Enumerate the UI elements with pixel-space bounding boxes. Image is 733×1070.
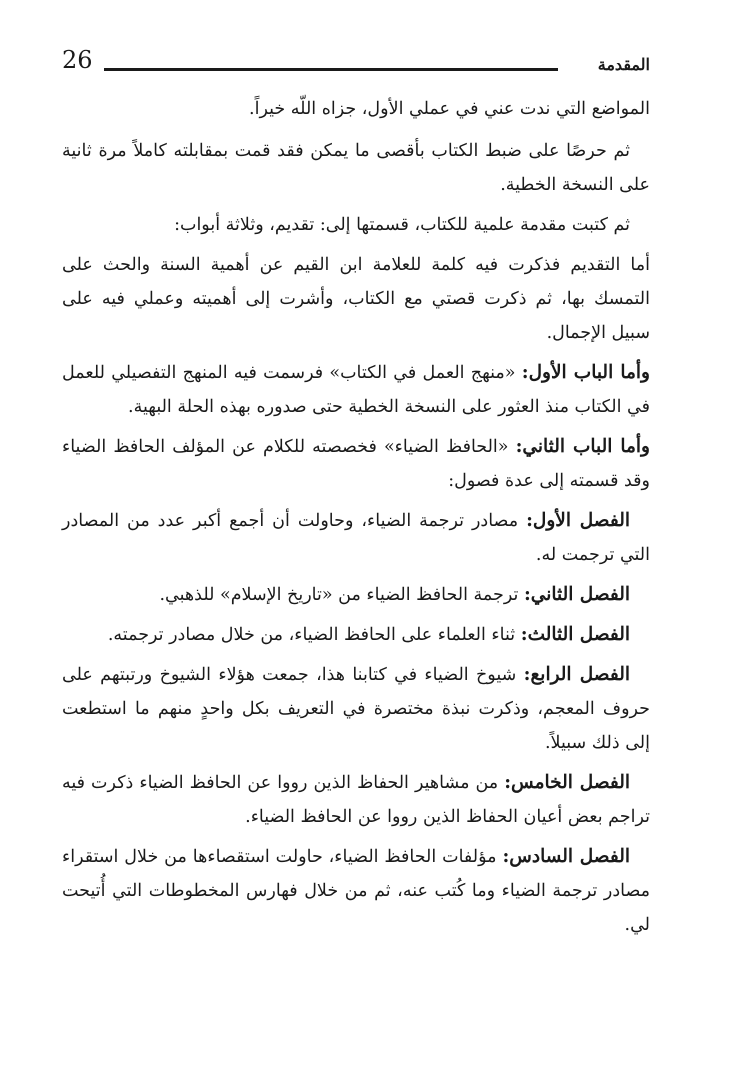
paragraph-text: «الحافظ الضياء» فخصصته للكلام عن المؤلف الحافظ الضياء وقد قسمته إلى عدة فصول: bbox=[62, 437, 650, 491]
paragraph bbox=[62, 92, 650, 126]
paragraph-text: أما التقديم فذكرت فيه كلمة للعلامة ابن القيم عن أهمية السنة والحث على التمسك بها، ثم ذكرت قصتي مع الكتاب، وأشرت إلى أهميته وعملي فيه على سبيل الإجمال. bbox=[62, 255, 650, 343]
section-label: الفصل السادس: bbox=[502, 846, 630, 867]
paragraph-text: ثم حرصًا على ضبط الكتاب بأقصى ما يمكن فقد قمت بمقابلته كاملاً مرة ثانية على النسخة الخطية. bbox=[62, 141, 650, 195]
paragraph-text: ترجمة الحافظ الضياء من «تاريخ الإسلام» للذهبي. bbox=[159, 585, 519, 605]
paragraph-text: مؤلفات الحافظ الضياء، حاولت استقصاءها من خلال استقراء مصادر ترجمة الضياء وما كُتب عنه، ثم من خلال فهارس المخطوطات التي أُتيحت لي. bbox=[62, 847, 650, 935]
section-label: الفصل الأول: bbox=[526, 510, 630, 531]
paragraph bbox=[62, 208, 650, 242]
header-rule bbox=[104, 68, 558, 71]
page-body bbox=[62, 92, 650, 948]
page-number: 26 bbox=[62, 46, 93, 74]
paragraph bbox=[62, 430, 650, 498]
chapter-title: المقدمة bbox=[597, 55, 650, 74]
paragraph bbox=[62, 658, 650, 760]
paragraph-text: ثم كتبت مقدمة علمية للكتاب، قسمتها إلى: تقديم، وثلاثة أبواب: bbox=[174, 215, 630, 235]
section-label: وأما الباب الثاني: bbox=[515, 436, 650, 457]
section-label: الفصل الثاني: bbox=[523, 584, 630, 605]
paragraph bbox=[62, 504, 650, 572]
paragraph-text: «منهج العمل في الكتاب» فرسمت فيه المنهج التفصيلي للعمل في الكتاب منذ العثور على النسخة الخطية حتى صدوره بهذه الحلة البهية. bbox=[62, 363, 650, 417]
paragraph-text: مصادر ترجمة الضياء، وحاولت أن أجمع أكبر عدد من المصادر التي ترجمت له. bbox=[62, 511, 650, 565]
paragraph bbox=[62, 578, 650, 612]
section-label: الفصل الثالث: bbox=[520, 624, 630, 645]
paragraph bbox=[62, 356, 650, 424]
paragraph-text: شيوخ الضياء في كتابنا هذا، جمعت هؤلاء الشيوخ ورتبتهم على حروف المعجم، وذكرت نبذة مختصرة في التعريف بكل واحدٍ منهم ما استطعت إلى ذلك سبيلاً. bbox=[62, 665, 650, 753]
section-label: وأما الباب الأول: bbox=[521, 362, 650, 383]
paragraph bbox=[62, 618, 650, 652]
paragraph-text: من مشاهير الحفاظ الذين رووا عن الحافظ الضياء ذكرت فيه تراجم بعض أعيان الحفاظ الذين رووا عن الحافظ الضياء. bbox=[62, 773, 650, 827]
section-label: الفصل الخامس: bbox=[504, 772, 630, 793]
paragraph-text: المواضع التي ندت عني في عملي الأول، جزاه اللّه خيراً. bbox=[249, 99, 650, 119]
paragraph bbox=[62, 840, 650, 942]
paragraph bbox=[62, 248, 650, 350]
paragraph-text: ثناء العلماء على الحافظ الضياء، من خلال مصادر ترجمته. bbox=[107, 625, 516, 645]
page-header bbox=[62, 44, 650, 78]
paragraph bbox=[62, 766, 650, 834]
paragraph bbox=[62, 134, 650, 202]
section-label: الفصل الرابع: bbox=[523, 664, 630, 685]
